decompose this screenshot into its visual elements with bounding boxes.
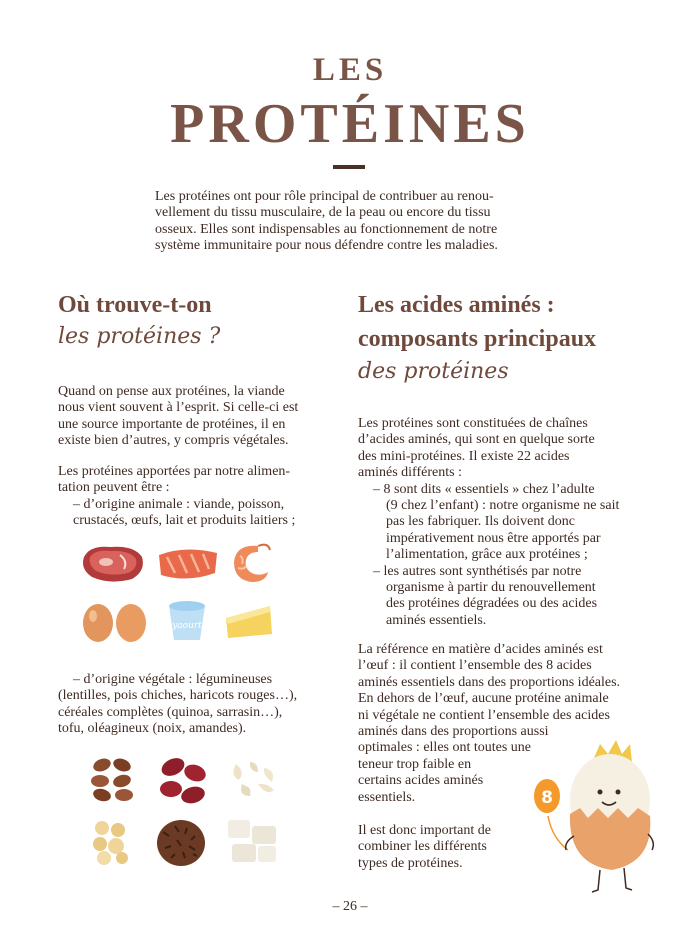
text-line: aminés essentiels.: [386, 612, 487, 628]
cashews-icon: [228, 758, 278, 800]
text-line: Les protéines apportées par notre alimen-: [58, 464, 291, 479]
text-line: Quand on pense aux protéines, la viande: [58, 384, 285, 399]
yogurt-label: yaourt: [172, 621, 202, 631]
steak-icon: [80, 543, 146, 585]
cheese-icon: [224, 602, 274, 642]
text-line: – 8 sont dits « essentiels » chez l’adulte: [373, 481, 595, 497]
text-line: ni végétale ne contient l’ensemble des acides: [358, 707, 610, 723]
text-line: existe bien d’autres, y compris végétales.: [58, 433, 289, 449]
text-line: La référence en matière d’acides aminés est: [358, 642, 603, 657]
text-line: – d’origine animale : viande, poisson,: [73, 496, 285, 512]
text-line: combiner les différents: [358, 839, 487, 855]
text-line: aminés dans des proportions aussi: [358, 724, 549, 740]
text-line: l’alimentation, grâce aux protéines ;: [386, 547, 588, 563]
chickpeas-icon: [88, 818, 136, 866]
text-line: – d’origine végétale : légumineuses: [73, 672, 273, 687]
text-line: nous vient souvent à l’esprit. Si celle-ci est: [58, 400, 299, 416]
text-line: d’acides aminés, qui sont en quelque sorte: [358, 432, 595, 448]
title-divider: [333, 165, 365, 169]
eggs-icon: [80, 600, 150, 644]
salmon-icon: [155, 545, 221, 583]
right-script-subheading: des protéines: [358, 359, 509, 384]
right-para1: [358, 416, 658, 629]
text-line: Les protéines sont constituées de chaînes: [358, 416, 588, 431]
almonds-icon: [88, 755, 138, 803]
yogurt-icon: [164, 598, 210, 644]
shrimp-icon: [228, 540, 272, 586]
text-line: une source importante de protéines, il en: [58, 416, 286, 432]
text-line: des protéines dégradées ou des acides: [386, 596, 598, 612]
kidney-beans-icon: [155, 755, 209, 805]
left-vegetal: [58, 672, 348, 738]
text-line: (lentilles, pois chiches, haricots rouges…),: [58, 688, 298, 704]
right-heading-line2: composants principaux: [358, 326, 597, 352]
intro-paragraph: [155, 189, 550, 254]
text-line: pas les fabriquer. Ils doivent donc: [386, 514, 575, 530]
text-line: – les autres sont synthétisés par notre: [373, 563, 582, 579]
left-para2: [58, 464, 343, 530]
text-line: optimales : elles ont toutes une: [358, 740, 532, 756]
text-line: crustacés, œufs, lait et produits laitiers ;: [73, 513, 296, 529]
intro-line: système immunitaire pour nous défendre contre les maladies.: [155, 237, 498, 253]
page-number: – 26 –: [332, 899, 368, 914]
egg-mascot-illustration: [530, 738, 660, 898]
left-heading: Où trouve-t-on: [58, 292, 212, 318]
text-line: organisme à partir du renouvellement: [386, 580, 596, 596]
balloon-number: 8: [541, 788, 553, 808]
buckwheat-icon: [155, 818, 207, 868]
intro-line: Les protéines ont pour rôle principal de contribuer au renou-: [155, 189, 494, 204]
text-line: teneur trop faible en: [358, 756, 472, 772]
tofu-icon: [222, 816, 282, 866]
text-line: tation peuvent être :: [58, 480, 170, 496]
text-line: aminés essentiels dans des proportions idéales.: [358, 674, 621, 690]
text-line: l’œuf : il contient l’ensemble des 8 acides: [358, 658, 592, 674]
text-line: impérativement nous être apportés par: [386, 530, 601, 546]
text-line: Il est donc important de: [358, 823, 491, 838]
text-line: types de protéines.: [358, 855, 463, 871]
intro-line: osseux. Elles sont indispensables au fonctionnement de notre: [155, 221, 498, 237]
text-line: céréales complètes (quinoa, sarrasin…),: [58, 704, 283, 720]
text-line: des mini-protéines. Il existe 22 acides: [358, 448, 570, 464]
left-script-subheading: les protéines ?: [58, 324, 221, 349]
text-line: (9 chez l’enfant) : notre organisme ne sait: [386, 498, 620, 514]
text-line: essentiels.: [358, 789, 416, 805]
text-line: En dehors de l’œuf, aucune protéine animale: [358, 691, 609, 707]
right-heading-line1: Les acides aminés :: [358, 292, 555, 318]
text-line: aminés différents :: [358, 465, 462, 481]
title-les: LES: [312, 52, 388, 88]
page-title: PROTÉINES: [170, 93, 530, 155]
text-line: certains acides aminés: [358, 773, 484, 789]
text-line: tofu, oléagineux (noix, amandes).: [58, 721, 247, 737]
left-para1: [58, 384, 333, 450]
right-para3: [358, 823, 538, 872]
intro-line: vellement du tissu musculaire, de la peau ou encore du tissu: [155, 205, 491, 221]
